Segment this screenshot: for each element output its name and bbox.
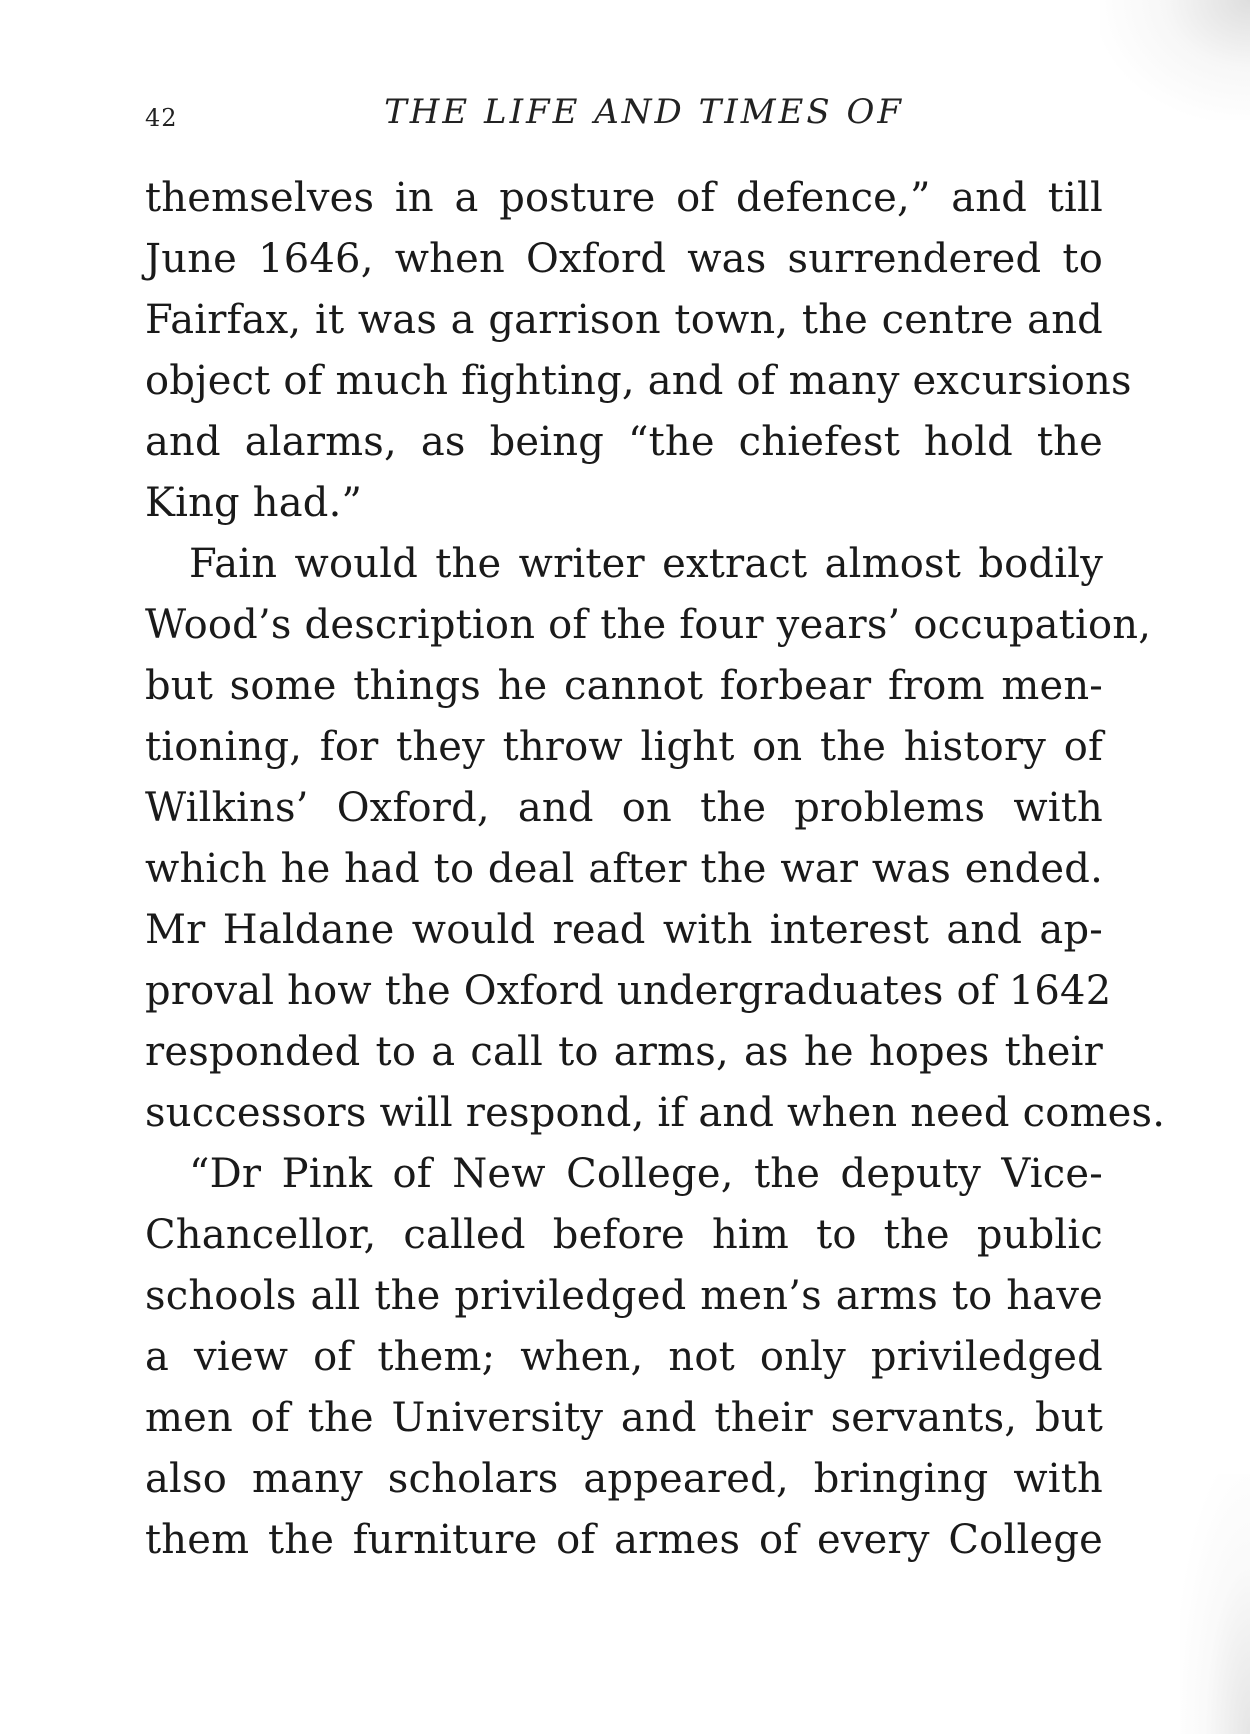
text-line: men of the University and their servants, but	[145, 1395, 1103, 1441]
text-line: Mr Haldane would read with interest and ap-	[145, 907, 1103, 953]
text-line: object of much fighting, and of many excursions	[145, 358, 1132, 404]
text-line: Chancellor, called before him to the public	[145, 1212, 1103, 1258]
page-edge-speckle	[1100, 0, 1250, 120]
text-line: “Dr Pink of New College, the deputy Vice-	[189, 1151, 1103, 1197]
text-line: King had.”	[145, 480, 363, 526]
text-line: proval how the Oxford undergraduates of 1642	[145, 968, 1112, 1014]
text-line: schools all the priviledged men’s arms to have	[145, 1273, 1103, 1319]
text-line: tioning, for they throw light on the history of	[145, 724, 1103, 770]
page-number: 42	[145, 104, 178, 132]
body-text	[145, 168, 1166, 1571]
text-line: successors will respond, if and when need comes.	[145, 1090, 1166, 1136]
text-line: themselves in a posture of defence,” and till	[145, 175, 1103, 221]
page-header	[145, 92, 1103, 142]
text-line: Wilkins’ Oxford, and on the problems with	[145, 785, 1103, 831]
text-line: Fairfax, it was a garrison town, the centre and	[145, 297, 1103, 343]
text-line: Wood’s description of the four years’ occupation,	[145, 602, 1152, 648]
text-line: June 1646, when Oxford was surrendered to	[145, 236, 1103, 282]
text-line: but some things he cannot forbear from men-	[145, 663, 1103, 709]
text-line: them the furniture of armes of every College	[145, 1517, 1103, 1563]
text-line: also many scholars appeared, bringing with	[145, 1456, 1103, 1502]
text-line: and alarms, as being “the chiefest hold the	[145, 419, 1103, 465]
text-line: responded to a call to arms, as he hopes their	[145, 1029, 1103, 1075]
text-line: a view of them; when, not only priviledged	[145, 1334, 1103, 1380]
page-edge-speckle-bottom	[1180, 1474, 1250, 1734]
text-line: which he had to deal after the war was ended.	[145, 846, 1103, 892]
text-line: Fain would the writer extract almost bodily	[189, 541, 1103, 587]
running-title: THE LIFE AND TIMES OF	[384, 92, 904, 132]
